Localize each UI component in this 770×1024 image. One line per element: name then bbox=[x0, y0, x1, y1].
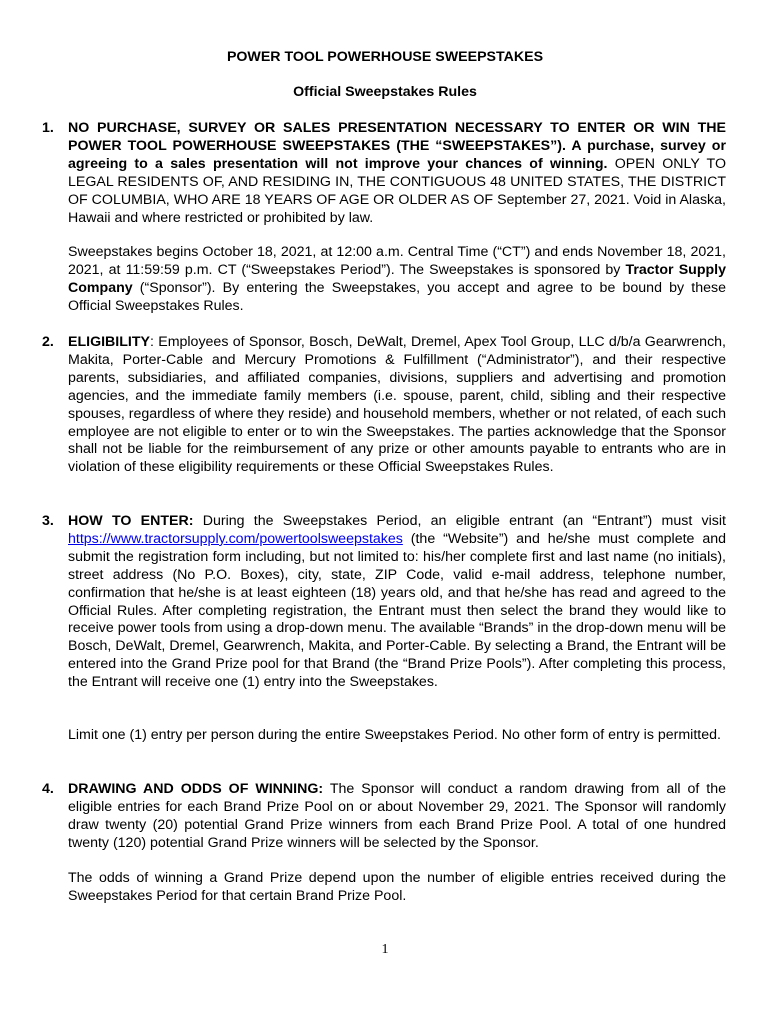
section-4-p2-text: The odds of winning a Grand Prize depend upon the number of eligible entries received during the Sweepstakes Period for that certain Brand Prize Pool. bbox=[68, 870, 726, 904]
section-2-number: 2. bbox=[42, 334, 54, 350]
section-2 bbox=[42, 334, 726, 477]
document-subtitle: Official Sweepstakes Rules bbox=[293, 84, 477, 100]
section-2-text: : Employees of Sponsor, Bosch, DeWalt, Dremel, Apex Tool Group, LLC d/b/a Gearwrench, Makita, Porter-Cable and Mercury Promotions & Fulfillment (“Administrator”), and their respective parents, subsidiaries, and affiliated companies, divisions, suppliers and advertising and promotion agencies, and the immediate family members (i.e. spouse, parent, child, sibling and their respective spouses, regardless of where they reside) and household members, whether or not related, of each such employee are not eligible to enter or to win the Sweepstakes. The parties acknowledge that the Sponsor shall not be liable for the reimbursement of any prize or other amounts payable to entrants who are in violation of these eligibility requirements or these Official Sweepstakes Rules. bbox=[68, 334, 726, 476]
section-4-heading: DRAWING AND ODDS OF WINNING: bbox=[68, 781, 324, 797]
section-3-heading: HOW TO ENTER: bbox=[68, 513, 194, 529]
section-1-paragraph-2 bbox=[68, 244, 726, 316]
section-2-heading: ELIGIBILITY bbox=[68, 334, 150, 350]
website-link[interactable]: https://www.tractorsupply.com/powertoolsweepstakes bbox=[68, 530, 403, 547]
section-3-number: 3. bbox=[42, 513, 54, 529]
section-3 bbox=[42, 513, 726, 692]
section-4-text: The Sponsor will conduct a random drawing from all of the eligible entries for each Brand Prize Pool on or about November 29, 2021. The Sponsor will randomly draw twenty (20) potential Grand Prize winners from each Brand Prize Pool. A total of one hundred twenty (120) potential Grand Prize winners will be selected by the Sponsor. bbox=[68, 781, 726, 851]
section-3-paragraph-2 bbox=[68, 727, 726, 745]
section-4-number: 4. bbox=[42, 781, 54, 797]
section-1-p2-pre: Sweepstakes begins October 18, 2021, at 12:00 a.m. Central Time (“CT”) and ends November 18, 2021, 2021, at 11:59:59 p.m. CT (“Sweepstakes Period”). The Sweepstakes is sponsored by bbox=[68, 244, 726, 278]
section-3-p2-text: Limit one (1) entry per person during the entire Sweepstakes Period. No other form of entry is permitted. bbox=[68, 727, 721, 743]
section-3-pre: During the Sweepstakes Period, an eligible entrant (an “Entrant”) must visit bbox=[193, 513, 726, 529]
section-1-text: OPEN ONLY TO LEGAL RESIDENTS OF, AND RESIDING IN, THE CONTIGUOUS 48 UNITED STATES, THE DISTRICT OF COLUMBIA, WHO ARE 18 YEARS OF AGE OR OLDER AS OF September 27, 2021. Void in Alaska, Hawaii and where restricted or prohibited by law. bbox=[68, 155, 726, 226]
section-1 bbox=[42, 120, 726, 227]
section-1-p2-post: (“Sponsor”). By entering the Sweepstakes, you accept and agree to be bound by these Official Sweepstakes Rules. bbox=[68, 279, 726, 314]
section-3-post: (the “Website”) and he/she must complete and submit the registration form including, but not limited to: his/her complete first and last name (no initials), street address (No P.O. Boxes), city, state, ZIP Code, valid e-mail address, telephone number, confirmation that he/she is at least eighteen (18) years old, and that he/she has read and agreed to the Official Rules. After completing registration, the Entrant must then select the brand they would like to receive power tools from using a drop-down menu. The available “Brands” in the drop-down menu will be Bosch, DeWalt, Dremel, Gearwrench, Makita, and Porter-Cable. By selecting a Brand, the Entrant will be entered into the Grand Prize pool for that Brand (the “Brand Prize Pools”). After completing this process, the Entrant will receive one (1) entry into the Sweepstakes. bbox=[68, 530, 726, 691]
section-1-bold-text: NO PURCHASE, SURVEY OR SALES PRESENTATION NECESSARY TO ENTER OR WIN THE POWER TOOL POWERHOUSE SWEEPSTAKES (THE “SWEEPSTAKES”). A purchase, survey or agreeing to a sales presentation will not improve your chances of winning. bbox=[68, 120, 726, 172]
document-title: POWER TOOL POWERHOUSE SWEEPSTAKES bbox=[226, 49, 544, 65]
section-4 bbox=[42, 781, 726, 853]
section-4-paragraph-2 bbox=[68, 870, 726, 906]
section-1-number: 1. bbox=[42, 120, 54, 136]
sponsor-name: Tractor Supply Company bbox=[68, 261, 726, 296]
page-number: 1 bbox=[381, 942, 389, 957]
